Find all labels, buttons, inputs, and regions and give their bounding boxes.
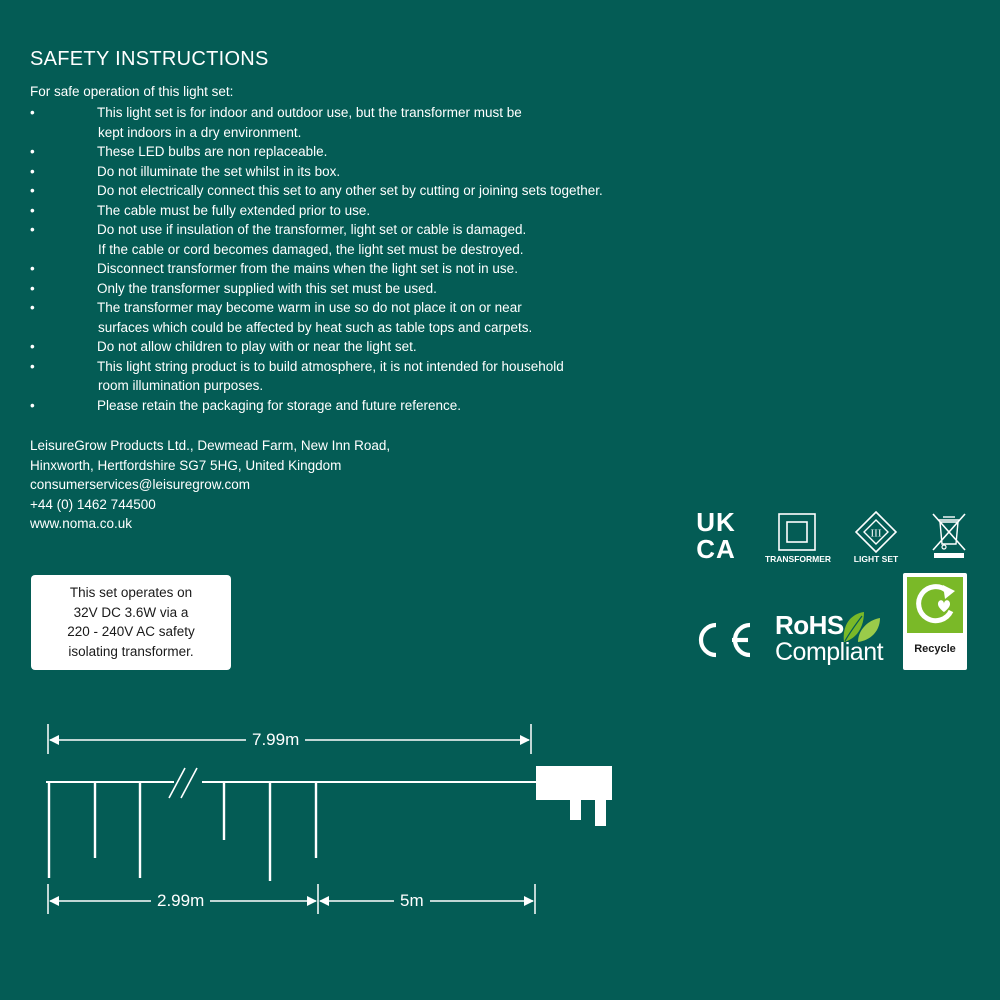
- power-spec-box: [31, 575, 231, 670]
- ce-mark-icon: [690, 618, 756, 662]
- class-ii-double-insulation-icon: [778, 513, 816, 551]
- website: www.noma.co.uk: [30, 516, 133, 532]
- plug-pin-left: [570, 798, 581, 820]
- recycle-arrow-icon: [907, 577, 963, 633]
- rohs-label: RoHS: [775, 610, 844, 640]
- bullet-dot: •: [30, 222, 35, 237]
- instructions-list: [30, 103, 670, 415]
- ce-mark-text: CE: [690, 618, 692, 619]
- company-address: [30, 436, 390, 534]
- instruction-item: [30, 181, 670, 201]
- ukca-bottom-text: CA: [696, 534, 736, 562]
- instruction-item: [30, 220, 670, 259]
- recycle-label: Recycle: [914, 643, 956, 655]
- instruction-item: [30, 298, 670, 337]
- bullet-dot: •: [30, 280, 35, 296]
- spec-line-1: This set operates on: [69, 585, 193, 600]
- instruction-item: [30, 396, 670, 416]
- bullet-dot: •: [30, 358, 35, 374]
- instruction-text: room illumination purposes.: [98, 378, 264, 393]
- bullet-dot: •: [30, 163, 35, 179]
- instruction-text: Do not allow children to play with or near the light set.: [97, 339, 417, 354]
- instruction-text: This light set is for indoor and outdoor use, but the transformer must be: [97, 105, 522, 120]
- instruction-text: Disconnect transformer from the mains when the light set is not in use.: [97, 261, 518, 276]
- rohs-leaves-icon: [840, 610, 884, 644]
- instructions-intro: For safe operation of this light set:: [30, 84, 234, 99]
- transformer-caption: TRANSFORMER: [764, 554, 832, 564]
- contact-email: consumerservices@leisuregrow.com: [30, 477, 251, 493]
- bullet-dot: •: [30, 339, 35, 354]
- bullet-dot: •: [30, 105, 35, 120]
- instruction-item: [30, 279, 670, 299]
- instruction-item: [30, 103, 670, 142]
- bullet-dot: •: [30, 202, 35, 218]
- instruction-text: surfaces which could be affected by heat such as table tops and carpets.: [98, 319, 533, 335]
- instruction-text: Do not electrically connect this set to any other set by cutting or joining sets together.: [97, 183, 603, 198]
- instruction-item: [30, 259, 670, 279]
- recycle-badge: [903, 573, 967, 670]
- lit-length-label: 2.99m: [151, 891, 210, 911]
- class-iii-diamond-icon: [855, 511, 897, 553]
- bullet-dot: •: [30, 261, 35, 276]
- total-length-label: 7.99m: [246, 730, 305, 750]
- address-line-2: Hinxworth, Hertfordshire SG7 5HG, United Kingdom: [30, 457, 342, 473]
- instruction-text: Please retain the packaging for storage and future reference.: [97, 397, 461, 413]
- class-iii-numeral: III: [870, 527, 882, 540]
- page-title: SAFETY INSTRUCTIONS: [30, 48, 269, 70]
- spec-line-2: 32V DC 3.6W via a: [73, 604, 189, 620]
- light-set-caption: LIGHT SET: [853, 554, 899, 564]
- contact-phone: +44 (0) 1462 744500: [30, 496, 156, 512]
- ukca-top-text: UK: [696, 508, 736, 537]
- instruction-text: Only the transformer supplied with this set must be used.: [97, 280, 437, 296]
- bullet-dot: •: [30, 300, 35, 315]
- instruction-text: If the cable or cord becomes damaged, the light set must be destroyed.: [98, 241, 524, 257]
- instruction-text: This light string product is to build atmosphere, it is not intended for household: [97, 358, 564, 374]
- instruction-item: [30, 357, 670, 396]
- ukca-mark-icon: [690, 508, 742, 562]
- instruction-text: The cable must be fully extended prior to use.: [97, 202, 371, 218]
- bullet-dot: •: [30, 397, 35, 413]
- recycle-green-panel: [907, 577, 963, 633]
- rohs-compliant-label: Compliant: [775, 638, 884, 666]
- instruction-text: These LED bulbs are non replaceable.: [97, 144, 328, 159]
- plug-pin-right: [595, 798, 606, 826]
- instruction-item: [30, 162, 670, 182]
- instruction-item: [30, 142, 670, 162]
- instruction-text: kept indoors in a dry environment.: [98, 124, 302, 140]
- light-set-dimension-diagram: [40, 718, 630, 918]
- bullet-dot: •: [30, 183, 35, 198]
- spec-line-4: isolating transformer.: [68, 643, 194, 659]
- address-line-1: LeisureGrow Products Ltd., Dewmead Farm, New Inn Road,: [30, 438, 391, 453]
- bullet-dot: •: [30, 144, 35, 159]
- instruction-item: [30, 337, 670, 357]
- instruction-item: [30, 201, 670, 221]
- instruction-text: Do not illuminate the set whilst in its box.: [97, 163, 341, 179]
- transformer-plug: [536, 766, 612, 800]
- spec-line-3: 220 - 240V AC safety: [67, 624, 195, 639]
- instruction-text: The transformer may become warm in use so do not place it on or near: [97, 300, 522, 315]
- lead-length-label: 5m: [394, 891, 430, 911]
- weee-crossed-bin-icon: [929, 510, 969, 560]
- instruction-text: Do not use if insulation of the transformer, light set or cable is damaged.: [97, 222, 527, 237]
